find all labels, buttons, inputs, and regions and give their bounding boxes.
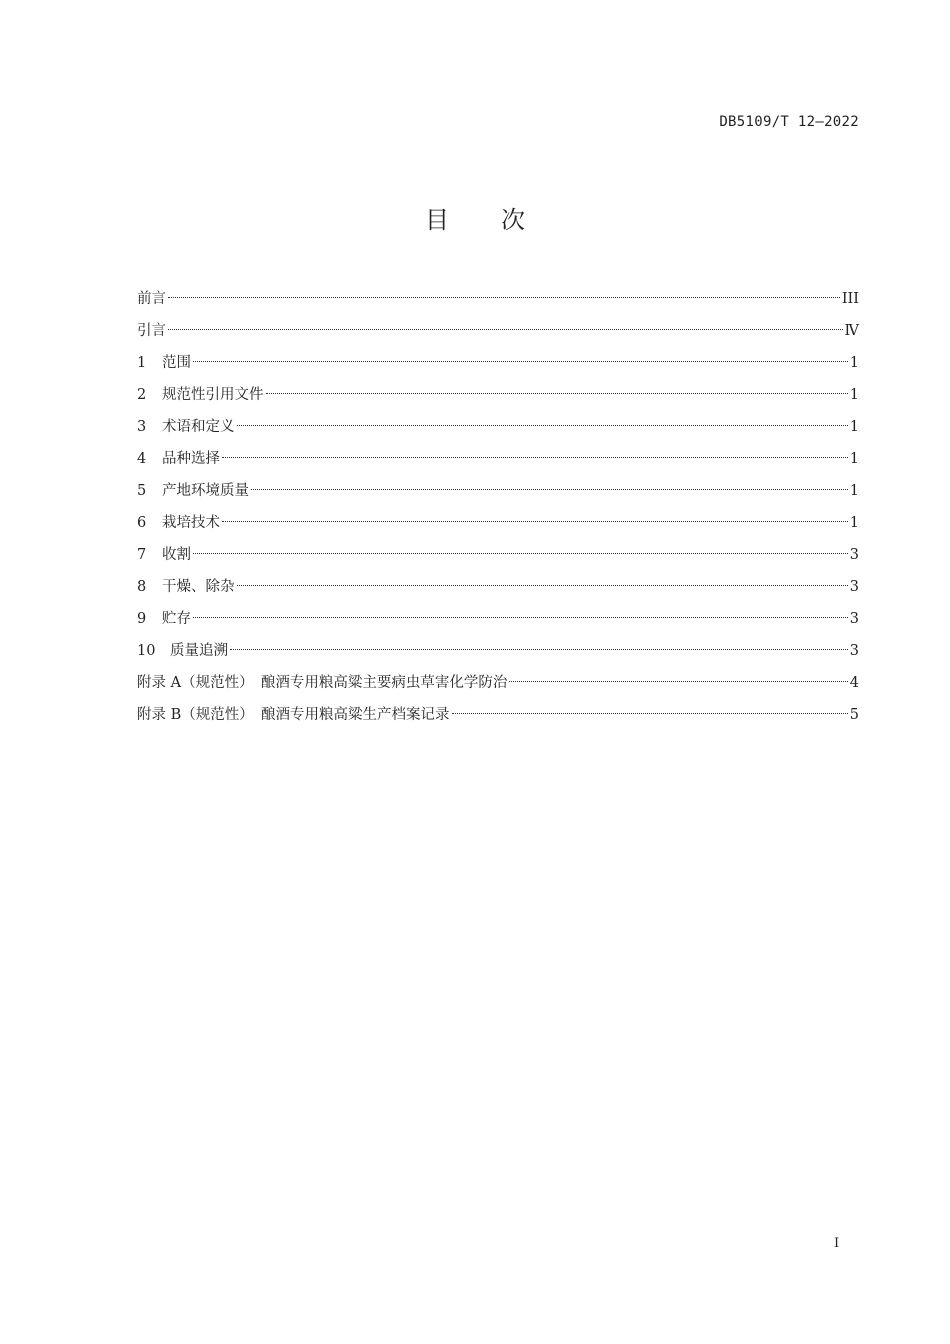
dot-leader — [237, 425, 848, 426]
dot-leader — [452, 713, 848, 714]
toc-entry-label: 干燥、除杂 — [162, 579, 235, 595]
dot-leader — [193, 553, 848, 554]
dot-leader — [237, 585, 848, 586]
dot-leader — [230, 649, 848, 650]
toc-entry-label: 贮存 — [162, 611, 191, 627]
toc-entry-7[interactable] — [137, 539, 859, 571]
toc-entry-page: 1 — [849, 483, 859, 499]
toc-title-char-2: 次 — [501, 206, 525, 234]
toc-entry-introduction[interactable] — [137, 315, 859, 347]
toc-entry-9[interactable] — [137, 603, 859, 635]
toc-title-char-1: 目 — [425, 206, 449, 234]
toc-entry-foreword[interactable] — [137, 283, 859, 315]
dot-leader — [266, 393, 848, 394]
toc-entry-page: Ⅳ — [844, 323, 859, 339]
toc-entry-5[interactable] — [137, 475, 859, 507]
toc-entry-page: 3 — [849, 579, 859, 595]
dot-leader — [222, 457, 848, 458]
toc-entry-label: 附录 B（规范性） 酿酒专用粮高粱生产档案记录 — [137, 707, 450, 723]
dot-leader — [222, 521, 848, 522]
toc-entry-label: 术语和定义 — [162, 419, 235, 435]
toc-entry-page: 3 — [849, 643, 859, 659]
toc-title — [0, 200, 950, 235]
toc-entry-page: 1 — [849, 451, 859, 467]
table-of-contents — [137, 283, 859, 731]
toc-entry-number: 3 — [137, 419, 147, 435]
toc-entry-label: 品种选择 — [162, 451, 220, 467]
document-code: DB5109/T 12—2022 — [719, 114, 859, 130]
toc-entry-page: 4 — [849, 675, 859, 691]
toc-entry-label: 前言 — [137, 291, 166, 307]
toc-entry-page: 1 — [849, 387, 859, 403]
toc-entry-8[interactable] — [137, 571, 859, 603]
toc-entry-number: 6 — [137, 515, 147, 531]
toc-entry-appendix-b[interactable] — [137, 699, 859, 731]
toc-entry-label: 范围 — [162, 355, 191, 371]
toc-entry-label: 引言 — [137, 323, 166, 339]
page-number: I — [834, 1236, 840, 1251]
toc-entry-3[interactable] — [137, 411, 859, 443]
toc-entry-4[interactable] — [137, 443, 859, 475]
toc-entry-10[interactable] — [137, 635, 859, 667]
toc-entry-page: 5 — [849, 707, 859, 723]
toc-entry-label: 规范性引用文件 — [162, 387, 264, 403]
toc-entry-6[interactable] — [137, 507, 859, 539]
toc-entry-number: 8 — [137, 579, 147, 595]
toc-entry-label: 栽培技术 — [162, 515, 220, 531]
toc-entry-page: 3 — [849, 611, 859, 627]
dot-leader — [168, 329, 843, 330]
toc-entry-label: 质量追溯 — [170, 643, 228, 659]
toc-entry-label: 收割 — [162, 547, 191, 563]
toc-entry-page: 3 — [849, 547, 859, 563]
toc-entry-appendix-a[interactable] — [137, 667, 859, 699]
toc-entry-number: 9 — [137, 611, 147, 627]
dot-leader — [251, 489, 848, 490]
dot-leader — [193, 617, 848, 618]
toc-entry-page: 1 — [849, 355, 859, 371]
toc-entry-page: 1 — [849, 419, 859, 435]
toc-entry-2[interactable] — [137, 379, 859, 411]
toc-entry-1[interactable] — [137, 347, 859, 379]
toc-entry-number: 2 — [137, 387, 147, 403]
dot-leader — [168, 297, 840, 298]
toc-entry-number: 1 — [137, 355, 147, 371]
dot-leader — [509, 681, 847, 682]
dot-leader — [193, 361, 848, 362]
toc-entry-page: 1 — [849, 515, 859, 531]
toc-entry-number: 7 — [137, 547, 147, 563]
toc-entry-number: 10 — [137, 643, 156, 659]
toc-entry-number: 4 — [137, 451, 147, 467]
toc-entry-label: 产地环境质量 — [162, 483, 249, 499]
toc-entry-label: 附录 A（规范性） 酿酒专用粮高粱主要病虫草害化学防治 — [137, 675, 508, 691]
toc-entry-number: 5 — [137, 483, 147, 499]
toc-entry-page: III — [841, 291, 859, 307]
